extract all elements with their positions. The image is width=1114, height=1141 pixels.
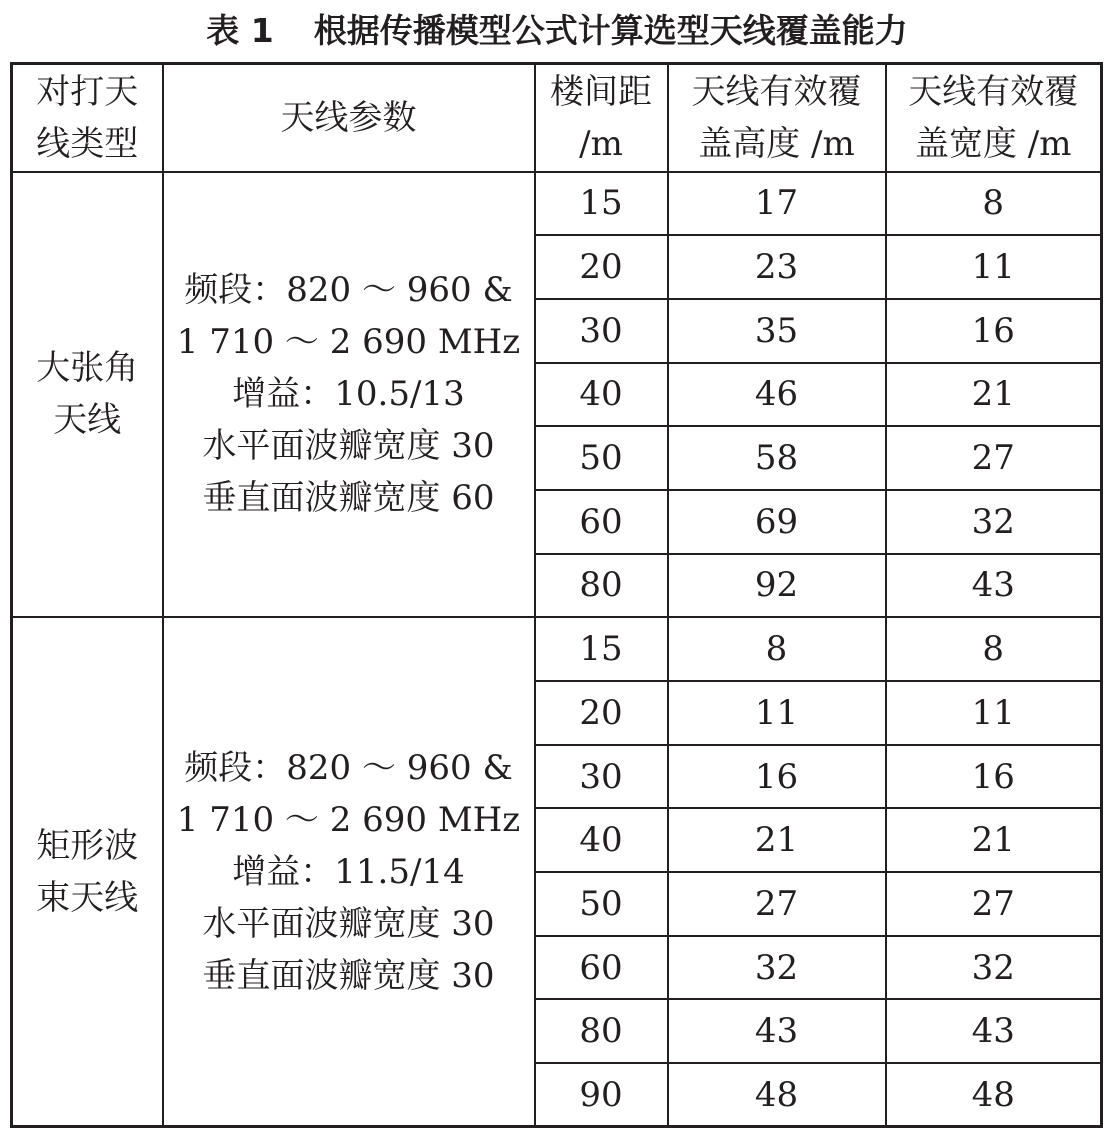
height-cell: 8	[668, 617, 886, 681]
antenna-type-line: 束天线	[36, 877, 139, 918]
header-coverage-height	[668, 64, 886, 172]
height-cell: 46	[668, 363, 886, 427]
height-cell: 92	[668, 554, 886, 618]
antenna-type-line: 大张角	[36, 348, 139, 389]
width-cell: 16	[886, 745, 1102, 809]
width-cell: 43	[886, 554, 1102, 618]
table-caption	[0, 6, 1114, 56]
header-antenna-params	[163, 64, 535, 172]
distance-cell: 90	[535, 1063, 668, 1127]
width-cell: 11	[886, 681, 1102, 745]
param-line: 水平面波瓣宽度 30	[202, 426, 495, 467]
width-cell: 27	[886, 872, 1102, 936]
height-cell: 16	[668, 745, 886, 809]
antenna-type-cell	[12, 172, 163, 618]
width-cell: 21	[886, 808, 1102, 872]
table-number: 表 1	[206, 11, 274, 50]
distance-cell: 50	[535, 872, 668, 936]
height-cell: 48	[668, 1063, 886, 1127]
height-cell: 23	[668, 235, 886, 299]
param-line: 1 710 ～ 2 690 MHz	[176, 799, 521, 840]
distance-cell: 15	[535, 617, 668, 681]
distance-cell: 30	[535, 299, 668, 363]
distance-cell: 20	[535, 235, 668, 299]
antenna-type-line: 矩形波	[36, 825, 139, 866]
height-cell: 58	[668, 426, 886, 490]
height-cell: 11	[668, 681, 886, 745]
height-cell: 21	[668, 808, 886, 872]
param-line: 频段：820 ～ 960 &	[184, 270, 513, 311]
header-building-distance	[535, 64, 668, 172]
width-cell: 32	[886, 490, 1102, 554]
height-cell: 17	[668, 172, 886, 236]
height-cell: 27	[668, 872, 886, 936]
distance-cell: 40	[535, 363, 668, 427]
header-coverage-width-line: 天线有效覆	[908, 71, 1079, 112]
width-cell: 8	[886, 172, 1102, 236]
header-row	[12, 64, 1102, 172]
table-row	[12, 617, 1102, 681]
distance-cell: 80	[535, 554, 668, 618]
distance-cell: 15	[535, 172, 668, 236]
param-line: 水平面波瓣宽度 30	[202, 903, 495, 944]
antenna-type-cell	[12, 617, 163, 1127]
distance-cell: 80	[535, 999, 668, 1063]
header-coverage-width	[886, 64, 1102, 172]
height-cell: 32	[668, 936, 886, 1000]
param-line: 垂直面波瓣宽度 60	[202, 478, 495, 519]
distance-cell: 60	[535, 936, 668, 1000]
width-cell: 43	[886, 999, 1102, 1063]
param-line: 增益：11.5/14	[232, 851, 465, 892]
width-cell: 11	[886, 235, 1102, 299]
width-cell: 21	[886, 363, 1102, 427]
header-antenna-type-line: 对打天	[36, 71, 139, 112]
header-antenna-type	[12, 64, 163, 172]
param-line: 1 710 ～ 2 690 MHz	[176, 322, 521, 363]
header-coverage-height-line: 天线有效覆	[691, 71, 862, 112]
antenna-params-cell	[163, 172, 535, 618]
param-line: 频段：820 ～ 960 &	[184, 747, 513, 788]
distance-cell: 30	[535, 745, 668, 809]
header-building-distance-line: 楼间距	[550, 71, 652, 112]
distance-cell: 60	[535, 490, 668, 554]
header-coverage-width-line: 盖宽度 /m	[914, 123, 1072, 164]
width-cell: 27	[886, 426, 1102, 490]
antenna-coverage-table	[10, 62, 1103, 1128]
width-cell: 32	[886, 936, 1102, 1000]
header-building-distance-line: /m	[579, 123, 623, 164]
width-cell: 48	[886, 1063, 1102, 1127]
antenna-type-line: 天线	[53, 400, 122, 441]
distance-cell: 50	[535, 426, 668, 490]
param-line: 垂直面波瓣宽度 30	[202, 955, 495, 996]
header-antenna-type-line: 线类型	[36, 123, 139, 164]
width-cell: 16	[886, 299, 1102, 363]
distance-cell: 20	[535, 681, 668, 745]
height-cell: 35	[668, 299, 886, 363]
header-antenna-params-label: 天线参数	[280, 97, 417, 138]
antenna-params-cell	[163, 617, 535, 1127]
table-title: 根据传播模型公式计算选型天线覆盖能力	[313, 11, 908, 50]
header-coverage-height-line: 盖高度 /m	[698, 123, 855, 164]
width-cell: 8	[886, 617, 1102, 681]
table-row	[12, 172, 1102, 236]
height-cell: 43	[668, 999, 886, 1063]
height-cell: 69	[668, 490, 886, 554]
distance-cell: 40	[535, 808, 668, 872]
param-line: 增益：10.5/13	[232, 374, 465, 415]
